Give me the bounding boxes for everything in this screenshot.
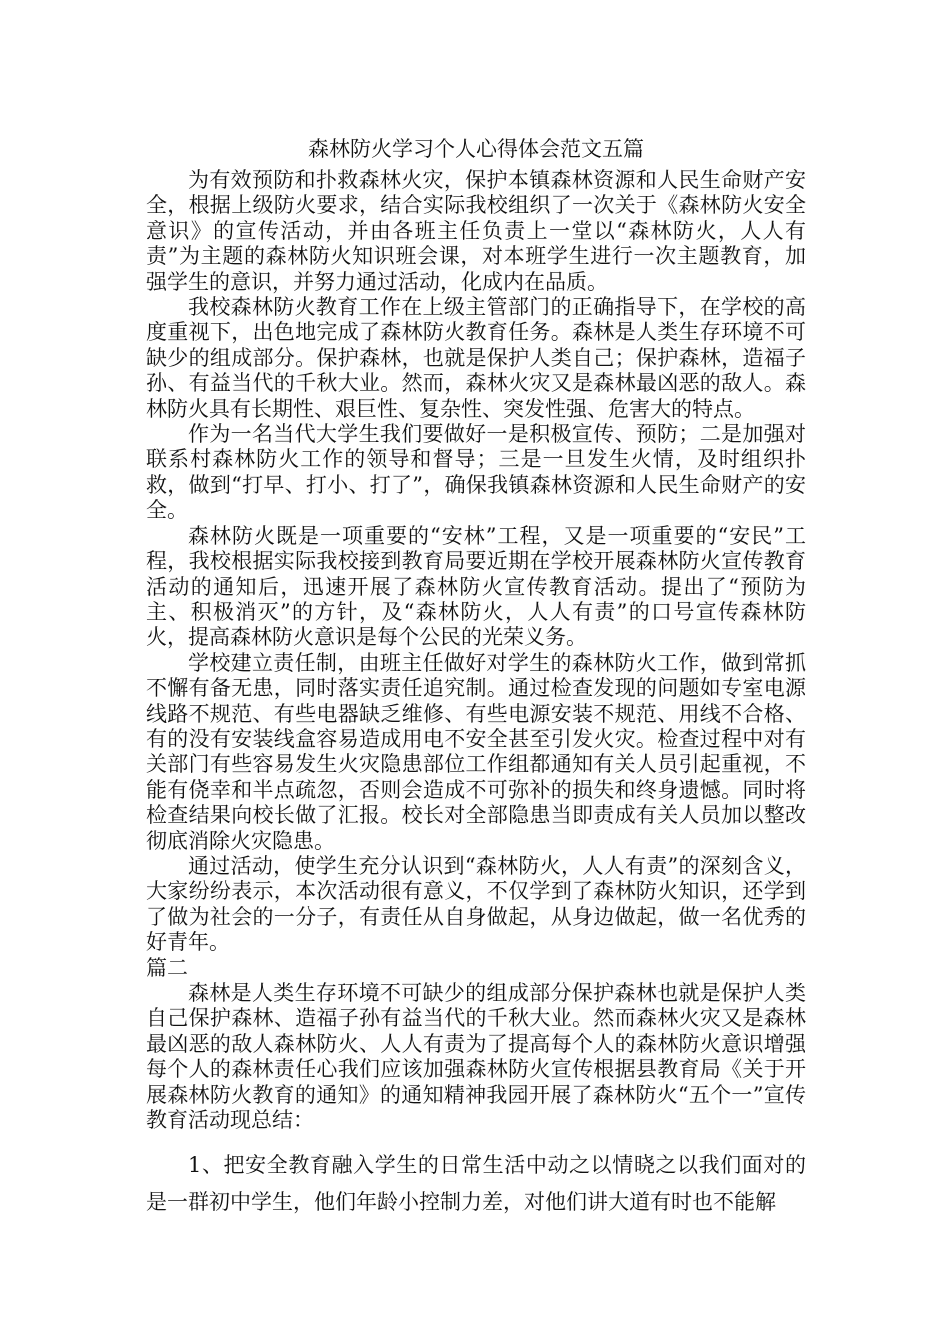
paragraph-4: 森林防火既是一项重要的“安林”工程，又是一项重要的“安民”工程，我校根据实际我校接到教育局要近期在学校开展森林防火宣传教育活动的通知后，迅速开展了森林防火宣传教育活动。提出了“预防为主、积极消灭”的方针，及“森林防火，人人有责”的口号宣传森林防火，提高森林防火意识是每个公民的光荣义务。: [146, 523, 806, 650]
paragraph-6: 通过活动，使学生充分认识到“森林防火，人人有责”的深刻含义，大家纷纷表示，本次活动很有意义，不仅学到了森林防火知识，还学到了做为社会的一分子，有责任从自身做起，从身边做起，做一名优秀的好青年。: [146, 853, 806, 955]
paragraph-3: 作为一名当代大学生我们要做好一是积极宣传、预防；二是加强对联系村森林防火工作的领导和督导；三是一旦发生火情，及时组织扑救，做到“打早、打小、打了”，确保我镇森林资源和人民生命财产的安全。: [146, 422, 806, 523]
section-two-paragraph: 森林是人类生存环境不可缺少的组成部分保护森林也就是保护人类自己保护森林、造福子孙有益当代的千秋大业。然而森林火灾又是森林最凶恶的敌人森林防火、人人有责为了提高每个人的森林防火意识增强每个人的森林责任心我们应该加强森林防火宣传根据县教育局《关于开展森林防火教育的通知》的通知精神我园开展了森林防火“五个一”宣传教育活动现总结：: [146, 981, 806, 1133]
paragraph-2: 我校森林防火教育工作在上级主管部门的正确指导下，在学校的高度重视下，出色地完成了森林防火教育任务。森林是人类生存环境不可缺少的组成部分。保护森林，也就是保护人类自己；保护森林，造福子孙、有益当代的千秋大业。然而，森林火灾又是森林最凶恶的敌人。森林防火具有长期性、艰巨性、复杂性、突发性强、危害大的特点。: [146, 295, 806, 421]
document-body: [146, 136, 806, 1221]
paragraph-5: 学校建立责任制，由班主任做好对学生的森林防火工作，做到常抓不懈有备无患，同时落实责任追究制。通过检查发现的问题如专室电源线路不规范、有些电器缺乏维修、有些电源安装不规范、用线不合格、有的没有安装线盒容易造成用电不安全甚至引发火灾。检查过程中对有关部门有些容易发生火灾隐患部位工作组都通知有关人员引起重视，不能有侥幸和半点疏忽，否则会造成不可弥补的损失和终身遗憾。同时将检查结果向校长做了汇报。校长对全部隐患当即责成有关人员加以整改彻底消除火灾隐患。: [146, 650, 806, 853]
paragraph-1: 为有效预防和扑救森林火灾，保护本镇森林资源和人民生命财产安全，根据上级防火要求，结合实际我校组织了一次关于《森林防火安全意识》的宣传活动，并由各班主任负责上一堂以“森林防火，人人有责”为主题的森林防火知识班会课，对本班学生进行一次主题教育，加强学生的意识，并努力通过活动，化成内在品质。: [146, 168, 806, 294]
document-title: 森林防火学习个人心得体会范文五篇: [308, 137, 644, 161]
section-two-numbered-item: 1、把安全教育融入学生的日常生活中动之以情晓之以我们面对的是一群初中学生，他们年龄小控制力差，对他们讲大道有时也不能解: [146, 1153, 806, 1215]
section-two-label: 篇二: [146, 955, 188, 980]
